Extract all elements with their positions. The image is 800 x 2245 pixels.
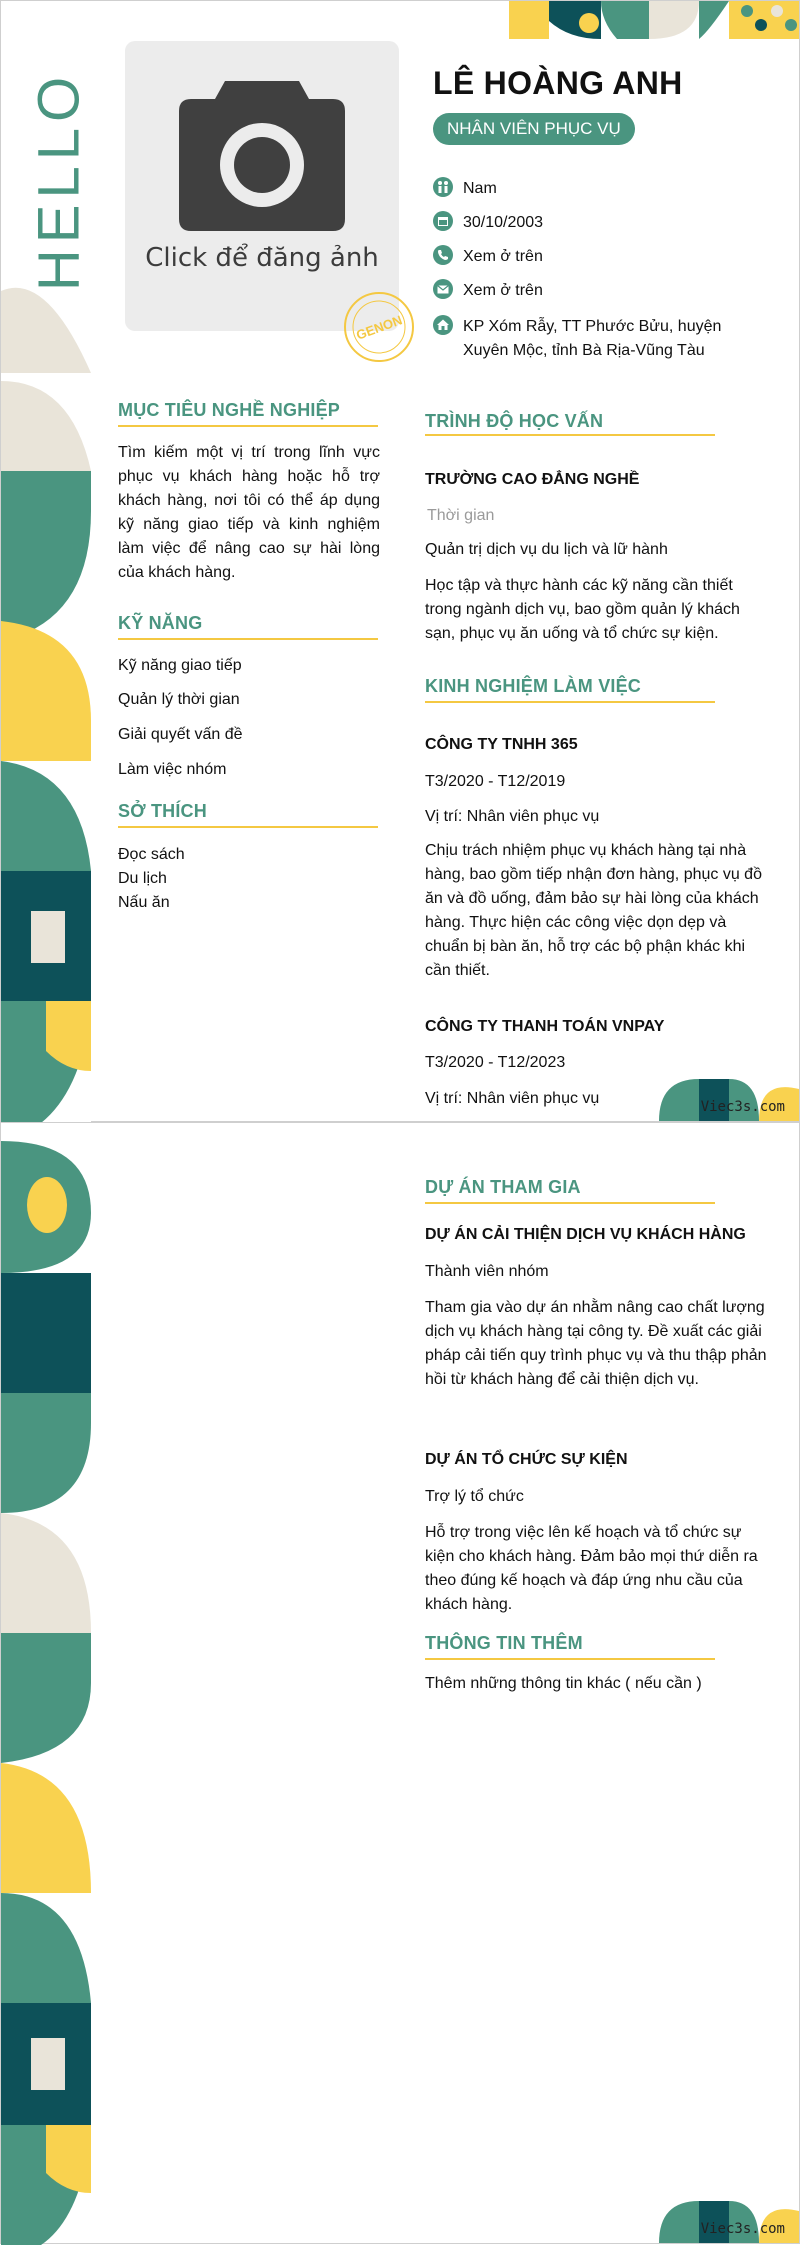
job-title-badge: NHÂN VIÊN PHỤC VỤ: [433, 113, 635, 145]
hobbies-heading: SỞ THÍCH: [118, 801, 207, 821]
contact-address-text: KP Xóm Rẫy, TT Phước Bửu, huyện Xuyên Mộc, tỉnh Bà Rịa-Vũng Tàu: [463, 318, 722, 359]
extra-rule: [425, 1658, 715, 1660]
job-period: T3/2020 - T12/2019: [425, 773, 566, 790]
projects-rule: [425, 1202, 715, 1204]
project-name: DỰ ÁN CẢI THIỆN DỊCH VỤ KHÁCH HÀNG: [425, 1226, 746, 1243]
email-icon: [433, 279, 453, 299]
left-decoration: [1, 1123, 91, 2245]
skill-item: Quản lý thời gian: [118, 691, 240, 708]
hobbies-rule: [118, 826, 378, 828]
project-role: Thành viên nhóm: [425, 1263, 549, 1280]
skill-item: Kỹ năng giao tiếp: [118, 657, 242, 674]
hello-text: [26, 41, 92, 321]
education-school: TRƯỜNG CAO ĐẲNG NGHỀ: [425, 471, 640, 488]
job-role: Vị trí: Nhân viên phục vụ: [425, 808, 600, 825]
education-rule: [425, 434, 715, 436]
skill-item: Giải quyết vấn đề: [118, 726, 243, 743]
contact-email-text: Xem ở trên: [463, 282, 543, 299]
skills-heading: KỸ NĂNG: [118, 613, 203, 633]
full-name: LÊ HOÀNG ANH: [433, 65, 683, 101]
photo-upload[interactable]: [125, 41, 399, 331]
skills-rule: [118, 638, 378, 640]
camera-icon: [179, 81, 345, 231]
top-right-decoration: [509, 1, 799, 39]
cv-page-1: [0, 0, 800, 1122]
extra-text: Thêm những thông tin khác ( nếu cần ): [425, 1675, 702, 1692]
education-major: Quản trị dịch vụ du lịch và lữ hành: [425, 541, 668, 558]
job-period: T3/2020 - T12/2023: [425, 1054, 566, 1071]
contact-birthday-text: 30/10/2003: [463, 214, 544, 231]
objective-text: Tìm kiếm một vị trí trong lĩnh vực phục vụ khách hàng hoặc hỗ trợ khách hàng, nơi tôi có thể áp dụng kỹ năng giao tiếp và kinh nghiệm làm việc để nâng cao sự hài lòng của khách hàng.: [118, 444, 380, 581]
project-desc: Tham gia vào dự án nhằm nâng cao chất lượng dịch vụ khách hàng tại công ty. Đề xuất các giải pháp cải tiến quy trình phục vụ và thu thập phản hồi từ khách hàng để cải thiện dịch vụ.: [425, 1299, 767, 1388]
gender-icon: [433, 177, 453, 197]
contact-gender-text: Nam: [463, 180, 497, 197]
experience-heading: KINH NGHIỆM LÀM VIỆC: [425, 676, 642, 696]
svg-text:HELLO: HELLO: [26, 70, 92, 292]
hobby-item: Đọc sách: [118, 846, 185, 863]
watermark: Viec3s.com: [700, 2221, 785, 2237]
education-desc: Học tập và thực hành các kỹ năng cần thiết trong ngành dịch vụ, bao gồm quản lý khách sạn, phục vụ ăn uống và tổ chức sự kiện.: [425, 577, 740, 642]
extra-heading: THÔNG TIN THÊM: [425, 1633, 583, 1653]
project-desc: Hỗ trợ trong việc lên kế hoạch và tổ chức sự kiện cho khách hàng. Đảm bảo mọi thứ diễn ra theo đúng kế hoạch và đáp ứng nhu cầu của khách hàng.: [425, 1524, 758, 1613]
cv-page-2: [0, 1122, 800, 2244]
education-time: Thời gian: [427, 507, 495, 524]
hobby-item: Nấu ăn: [118, 894, 170, 911]
watermark: Viec3s.com: [700, 1099, 785, 1115]
project-name: DỰ ÁN TỔ CHỨC SỰ KIỆN: [425, 1451, 628, 1468]
home-icon: [433, 315, 453, 335]
education-heading: TRÌNH ĐỘ HỌC VẤN: [425, 411, 604, 431]
skill-item: Làm việc nhóm: [118, 761, 227, 778]
projects-heading: DỰ ÁN THAM GIA: [425, 1177, 581, 1197]
job-company: CÔNG TY TNHH 365: [425, 736, 578, 753]
contact-phone-text: Xem ở trên: [463, 248, 543, 265]
objective-heading: MỤC TIÊU NGHỀ NGHIỆP: [118, 400, 341, 420]
hobby-item: Du lịch: [118, 870, 167, 887]
objective-rule: [118, 425, 378, 427]
svg-text:GENON: GENON: [354, 312, 405, 343]
job-desc: Chịu trách nhiệm phục vụ khách hàng tại nhà hàng, bao gồm tiếp nhận đơn hàng, phục vụ đồ ăn và đồ uống, đảm bảo sự hài lòng của khách hàng. Thực hiện các công việc dọn dẹp và chuẩn bị bàn ăn, hỗ trợ các bộ phận khác khi cần thiết.: [425, 842, 762, 979]
job-company: CÔNG TY THANH TOÁN VNPAY: [425, 1018, 665, 1035]
experience-rule: [425, 701, 715, 703]
photo-caption: Click để đăng ảnh: [145, 243, 379, 273]
stamp: [341, 289, 417, 365]
project-role: Trợ lý tổ chức: [425, 1488, 524, 1505]
job-role: Vị trí: Nhân viên phục vụ: [425, 1090, 600, 1107]
calendar-icon: [433, 211, 453, 231]
phone-icon: [433, 245, 453, 265]
